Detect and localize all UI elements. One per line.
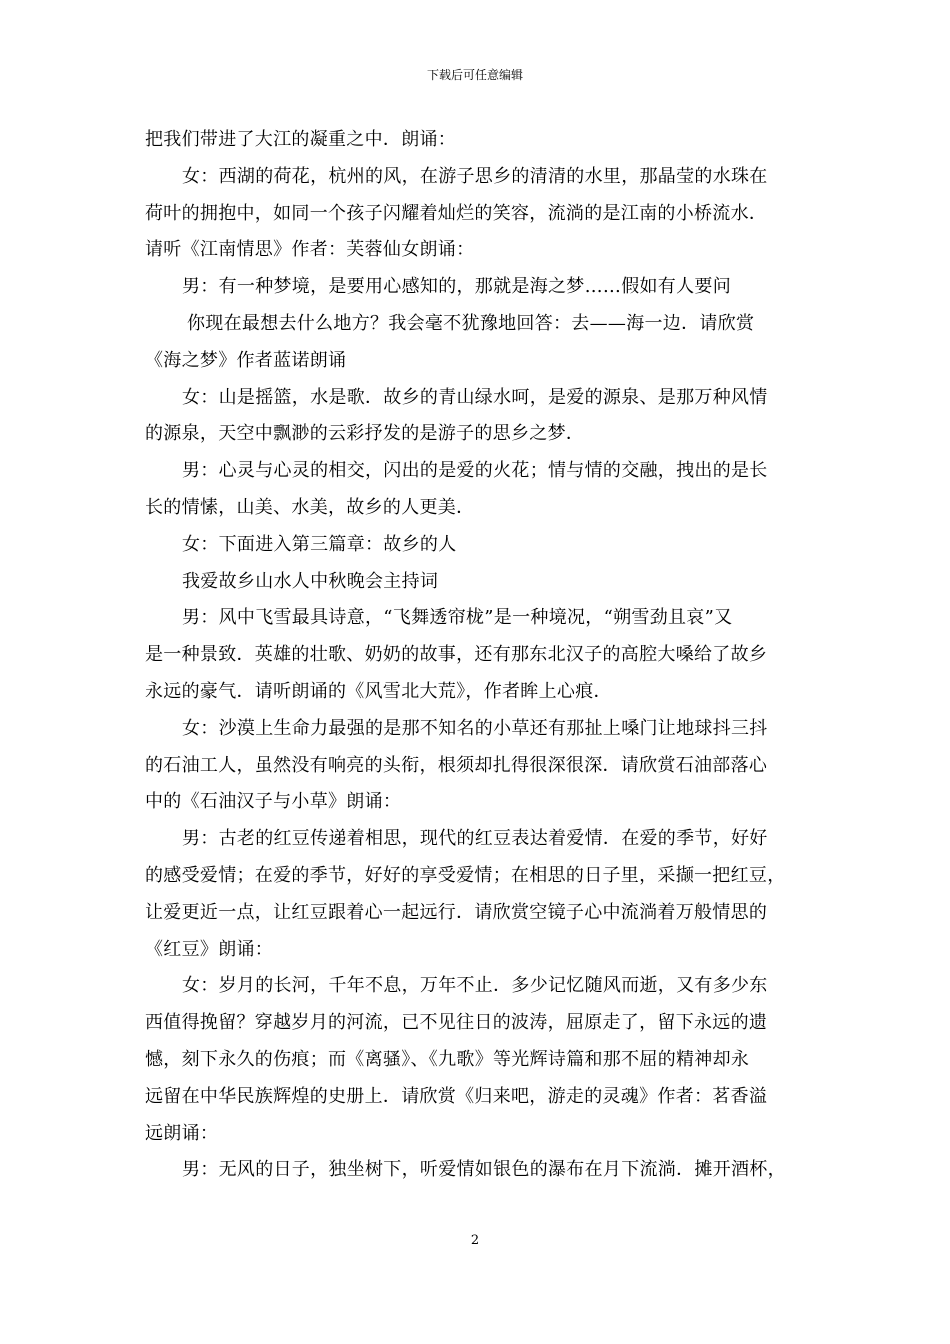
text-line: 的感受爱情；在爱的季节，好好的享受爱情；在相思的日子里，采撷一把红豆， [145,864,786,886]
text-line: 永远的豪气．请听朗诵的《风雪北大荒》，作者眸上心痕． [145,680,612,702]
text-line: 《海之梦》作者蓝诺朗诵 [145,349,347,371]
text-line: 让爱更近一点，让红豆跟着心一起远行．请欣赏空镜子心中流淌着万般情思的 [145,901,768,923]
text-line: 男：古老的红豆传递着相思，现代的红豆表达着爱情．在爱的季节，好好 [182,828,768,850]
text-line: 憾，刻下永久的伤痕；而《离骚》、《九歌》等光辉诗篇和那不屈的精神却永 [145,1048,750,1070]
text-line: 《红豆》朗诵： [145,938,274,960]
text-line: 女：下面进入第三篇章：故乡的人 [182,533,457,555]
page-number: 2 [470,1233,480,1248]
text-line: 是一种景致．英雄的壮歌、奶奶的故事，还有那东北汉子的高腔大嗓给了故乡 [145,644,768,666]
text-line: 你现在最想去什么地方？我会毫不犹豫地回答：去——海一边．请欣赏 [187,312,755,334]
text-line: 请听《江南情思》作者：芙蓉仙女朗诵： [145,239,475,261]
text-line: 女：沙漠上生命力最强的是那不知名的小草还有那扯上嗓门让地球抖三抖 [182,717,768,739]
text-line: 男：有一种梦境，是要用心感知的，那就是海之梦……假如有人要问 [182,276,731,298]
text-line: 我爱故乡山水人中秋晚会主持词 [182,570,439,592]
text-line: 把我们带进了大江的凝重之中．朗诵： [145,129,457,150]
text-line: 中的《石油汉子与小草》朗诵： [145,791,402,813]
text-line: 远朗诵： [145,1122,219,1144]
text-line: 男：风中飞雪最具诗意，“飞舞透帘栊”是一种境况，“朔雪劲且哀”又 [182,607,733,629]
text-line: 长的情愫，山美、水美，故乡的人更美． [145,496,475,518]
text-line: 男：心灵与心灵的相交，闪出的是爱的火花；情与情的交融，拽出的是长 [182,460,768,482]
text-line: 女：岁月的长河，千年不息，万年不止．多少记忆随风而逝，又有多少东 [182,975,768,997]
page-header-note: 下载后可任意编辑 [426,68,523,82]
text-line: 女：山是摇篮，水是歌．故乡的青山绿水呵，是爱的源泉、是那万种风情 [182,386,768,408]
text-line: 远留在中华民族辉煌的史册上．请欣赏《归来吧，游走的灵魂》作者：茗香溢 [145,1085,768,1107]
text-line: 的源泉，天空中飘渺的云彩抒发的是游子的思乡之梦． [145,423,585,445]
document-body [145,122,813,1189]
text-line: 男：无风的日子，独坐树下，听爱情如银色的瀑布在月下流淌．摊开酒杯， [182,1159,786,1181]
text-line: 荷叶的拥抱中，如同一个孩子闪耀着灿烂的笑容，流淌的是江南的小桥流水． [145,202,768,224]
text-line: 女：西湖的荷花，杭州的风，在游子思乡的清清的水里，那晶莹的水珠在 [182,165,768,187]
text-line: 的石油工人，虽然没有响亮的头衔，根须却扎得很深很深．请欣赏石油部落心 [145,754,768,776]
text-line: 西值得挽留？穿越岁月的河流，已不见往日的波涛，屈原走了，留下永远的遗 [145,1012,768,1034]
